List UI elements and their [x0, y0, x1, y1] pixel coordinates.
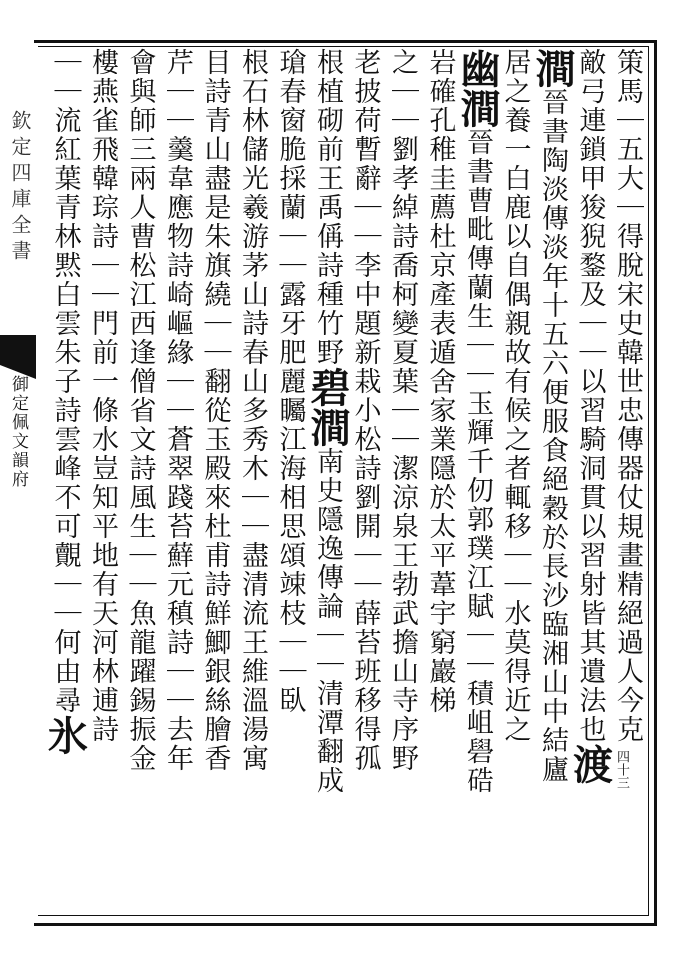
text-column — [346, 48, 384, 914]
column-text: 目詩青山盡是朱旗繞｜｜翻從玉殿來杜甫詩鮮鯽銀絲膾香 — [199, 48, 231, 773]
column-text: 老披荷暫辭｜｜李中題新栽小松詩劉開｜｜薛苔班移得孤 — [349, 48, 381, 773]
column-text: 瑲春窗脆採蘭｜｜露牙肥 — [274, 48, 306, 367]
entry-heading: 澗 — [529, 48, 576, 88]
text-column — [304, 48, 351, 914]
page-number: 四十三 — [614, 750, 629, 789]
column-text: 晉書曹毗傳蘭生｜｜玉輝千仞郭璞江賦｜｜積岨礐硞 — [462, 128, 493, 795]
entry-heading: 渡 — [566, 744, 614, 784]
text-column — [196, 48, 234, 914]
text-column — [454, 48, 501, 914]
text-column — [566, 48, 614, 914]
column-text: 居之養一白鹿以自偶親故有候之者輒移｜｜水莫得近之 — [499, 48, 531, 744]
entry-heading: 碧澗 — [304, 367, 351, 447]
column-text: 晉書陶淡傳淡年十五六便服食絕穀於長沙臨湘山中結廬 — [537, 88, 568, 784]
margin-top-title: 欽定四庫全書 — [8, 110, 32, 266]
column-text: 根植砌前王禹偁詩種竹野 — [312, 48, 343, 367]
fish-tail-mark — [0, 335, 36, 365]
column-text: ｜｜流紅葉青林黙白雲朱子詩雲峰不可覿｜｜何由尋 — [49, 48, 81, 715]
entry-heading: 氷 — [41, 715, 89, 755]
margin-book-title: 御定佩文韻府 — [8, 375, 28, 489]
text-column — [384, 48, 422, 914]
text-column — [496, 48, 534, 914]
text-column — [609, 48, 647, 914]
column-text: 敵弓連鎖甲狻猊鍪及｜｜以習騎洞貫以習射皆其遺法也 — [574, 48, 606, 744]
column-text: 之｜｜劉孝綽詩喬柯變夏葉｜｜潔涼泉王勃武擔山寺序野 — [387, 48, 418, 773]
column-text: 根石林儲光羲游茅山詩春山多秀木｜｜盡清流王維溫湯寓 — [237, 48, 268, 773]
column-text: 策馬｜五大｜得脫宋史韓世忠傳器仗規畫精絕過人今克 — [612, 48, 643, 744]
text-column — [271, 48, 309, 914]
column-text: 岩確孔稚圭薦杜京產表遁舍家業隱於太平葦宇窮巖梯 — [424, 48, 456, 715]
text-column — [121, 48, 159, 914]
page-margin — [0, 40, 36, 920]
entry-heading: 幽澗 — [454, 48, 501, 128]
text-columns — [40, 48, 650, 914]
text-column — [41, 48, 89, 914]
column-text: 芹｜｜羹韋應物詩崎嶇緣｜｜蒼翠踐苔蘚元稹詩｜｜去年 — [162, 48, 193, 773]
column-text: 會與師三兩人曹松江西逢僧省文詩風生｜｜魚龍躍錫振金 — [124, 48, 156, 773]
column-text: 麗矚江海相思頌竦枝｜｜臥 — [274, 367, 306, 715]
column-text: 樓燕雀飛韓琮詩｜｜門前一條水豈知平地有天河林逋詩 — [87, 48, 118, 744]
text-column — [84, 48, 122, 914]
text-column — [421, 48, 459, 914]
text-column — [159, 48, 197, 914]
column-text: 南史隱逸傳論｜｜清潭翻成 — [312, 447, 343, 795]
text-column — [529, 48, 576, 914]
text-column — [234, 48, 272, 914]
